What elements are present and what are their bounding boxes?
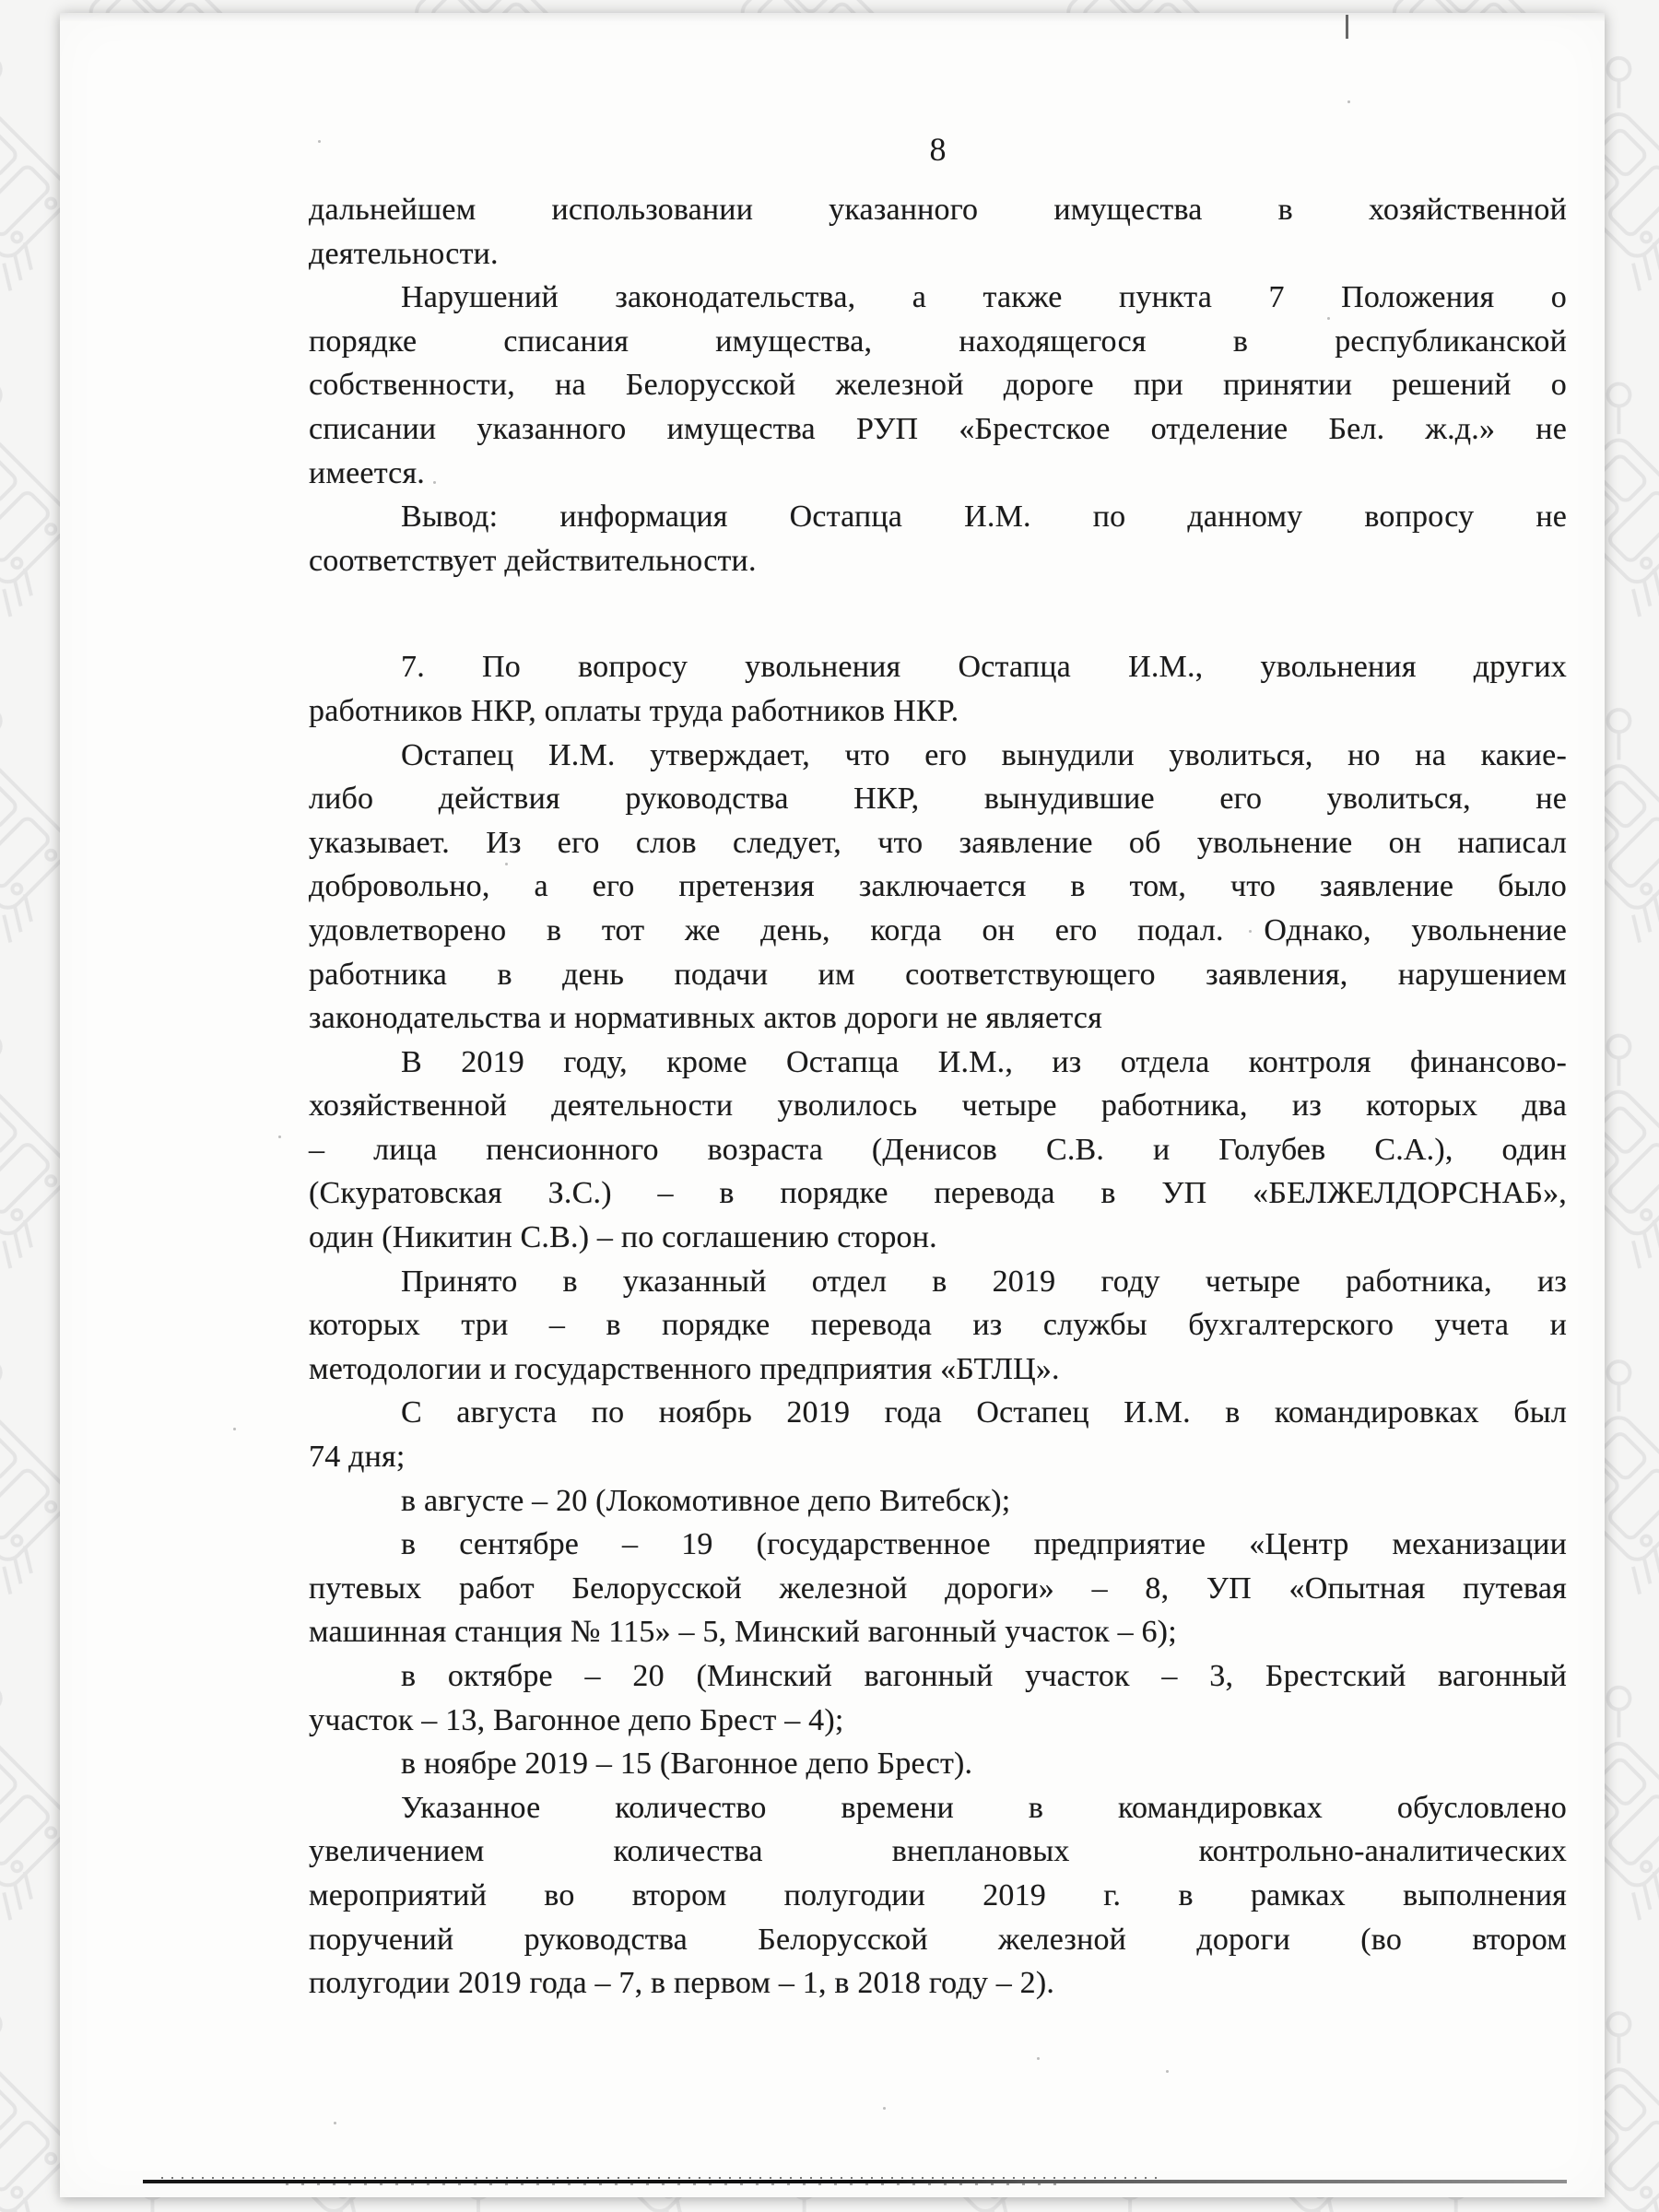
text-line: собственности, на Белорусской железной дороге при принятии решений о xyxy=(309,368,1567,403)
text-line: Вывод: информация Остапца И.М. по данному вопросу не xyxy=(401,500,1567,535)
text-line: Нарушений законодательства, а также пункта 7 Положения о xyxy=(401,280,1567,315)
scan-speck xyxy=(1347,100,1350,103)
text-line: добровольно, а его претензия заключается в том, что заявление было xyxy=(309,869,1567,904)
text-line: С августа по ноябрь 2019 года Остапец И.М. в командировках был xyxy=(401,1395,1567,1430)
scan-speck xyxy=(1166,2070,1169,2073)
text-line: которых три – в порядке перевода из службы бухгалтерского учета и xyxy=(309,1308,1567,1343)
text-line: соответствует действительности. xyxy=(309,543,757,578)
scan-speck xyxy=(1327,317,1330,320)
text-line: работников НКР, оплаты труда работников НКР. xyxy=(309,693,959,728)
text-line: законодательства и нормативных актов дороги не является xyxy=(309,1001,1102,1036)
scan-speck xyxy=(883,2107,886,2110)
text-line: машинная станция № 115» – 5, Минский вагонный участок – 6); xyxy=(309,1615,1177,1650)
text-line: деятельности. xyxy=(309,236,499,271)
text-line: Указанное количество времени в командировках обусловлено xyxy=(401,1790,1567,1825)
paragraph xyxy=(309,1654,1567,1742)
text-line: В 2019 году, кроме Остапца И.М., из отдела контроля финансово- xyxy=(401,1044,1567,1079)
page-number: 8 xyxy=(929,131,947,168)
paragraph xyxy=(309,1479,1567,1524)
text-line: порядке списания имущества, находящегося в республиканской xyxy=(309,324,1567,359)
scan-tick-artifact xyxy=(1346,15,1348,39)
document-body xyxy=(309,188,1567,2006)
paragraph xyxy=(309,276,1567,495)
paragraph xyxy=(309,1786,1567,2006)
text-line: Остапец И.М. утверждает, что его вынудили уволиться, но на какие- xyxy=(401,737,1567,772)
paragraph xyxy=(309,495,1567,582)
paragraph xyxy=(309,1260,1567,1392)
text-line: путевых работ Белорусской железной дороги» – 8, УП «Опытная путевая xyxy=(309,1571,1567,1606)
scan-speck xyxy=(505,863,508,865)
text-line: удовлетворено в тот же день, когда он его подал. Однако, увольнение xyxy=(309,912,1567,947)
text-line: 74 дня; xyxy=(309,1440,406,1475)
text-line: один (Никитин С.В.) – по соглашению сторон. xyxy=(309,1220,937,1255)
text-line: 7. По вопросу увольнения Остапца И.М., увольнения других xyxy=(401,650,1567,685)
scan-speck xyxy=(479,254,482,257)
text-line: в августе – 20 (Локомотивное депо Витебск); xyxy=(401,1483,1011,1518)
scan-speck xyxy=(334,2122,336,2124)
text-line: в ноябре 2019 – 15 (Вагонное депо Брест). xyxy=(401,1747,973,1782)
paragraph xyxy=(309,1391,1567,1478)
scan-speck xyxy=(233,1428,236,1430)
text-line: списании указанного имущества РУП «Брестское отделение Бел. ж.д.» не xyxy=(309,411,1567,446)
text-line: Принято в указанный отдел в 2019 году четыре работника, из xyxy=(401,1264,1567,1299)
text-line: увеличением количества внеплановых контрольно-аналитических xyxy=(309,1834,1567,1869)
scan-speck xyxy=(1037,2057,1040,2060)
text-line: работника в день подачи им соответствующего заявления, нарушением xyxy=(309,957,1567,992)
text-line: в сентябре – 19 (государственное предприятие «Центр механизации xyxy=(401,1527,1567,1562)
scan-speck xyxy=(278,1135,281,1138)
page-sheet xyxy=(60,13,1605,2197)
text-line: полугодии 2019 года – 7, в первом – 1, в 2018 году – 2). xyxy=(309,1966,1055,2001)
paragraph xyxy=(309,1041,1567,1260)
paragraph xyxy=(309,1742,1567,1786)
scan-artifact-line xyxy=(143,2180,1567,2183)
text-line: – лица пенсионного возраста (Денисов С.В. и Голубев С.А.), один xyxy=(309,1132,1567,1167)
paragraph xyxy=(309,645,1567,733)
paragraph xyxy=(309,188,1567,276)
text-line: (Скуратовская З.С.) – в порядке перевода в УП «БЕЛЖЕЛДОРСНАБ», xyxy=(309,1176,1567,1211)
text-line: имеется. xyxy=(309,455,425,490)
scan-speck xyxy=(318,140,321,143)
paragraph xyxy=(309,1523,1567,1654)
text-line: указывает. Из его слов следует, что заявление об увольнение он написал xyxy=(309,825,1567,860)
paragraph xyxy=(309,734,1567,1041)
text-line: поручений руководства Белорусской железной дороги (во втором xyxy=(309,1922,1567,1957)
text-line: участок – 13, Вагонное депо Брест – 4); xyxy=(309,1702,844,1737)
scan-speck xyxy=(1249,930,1252,933)
text-line: мероприятий во втором полугодии 2019 г. в рамках выполнения xyxy=(309,1877,1567,1912)
text-line: в октябре – 20 (Минский вагонный участок – 3, Брестский вагонный xyxy=(401,1659,1567,1693)
text-line: методологии и государственного предприятия «БТЛЦ». xyxy=(309,1351,1060,1386)
text-line: либо действия руководства НКР, вынудившие его уволиться, не xyxy=(309,782,1567,817)
text-line: хозяйственной деятельности уволилось четыре работника, из которых два xyxy=(309,1088,1567,1124)
scan-speck xyxy=(433,481,436,484)
text-line: дальнейшем использовании указанного имущества в хозяйственной xyxy=(309,193,1567,227)
